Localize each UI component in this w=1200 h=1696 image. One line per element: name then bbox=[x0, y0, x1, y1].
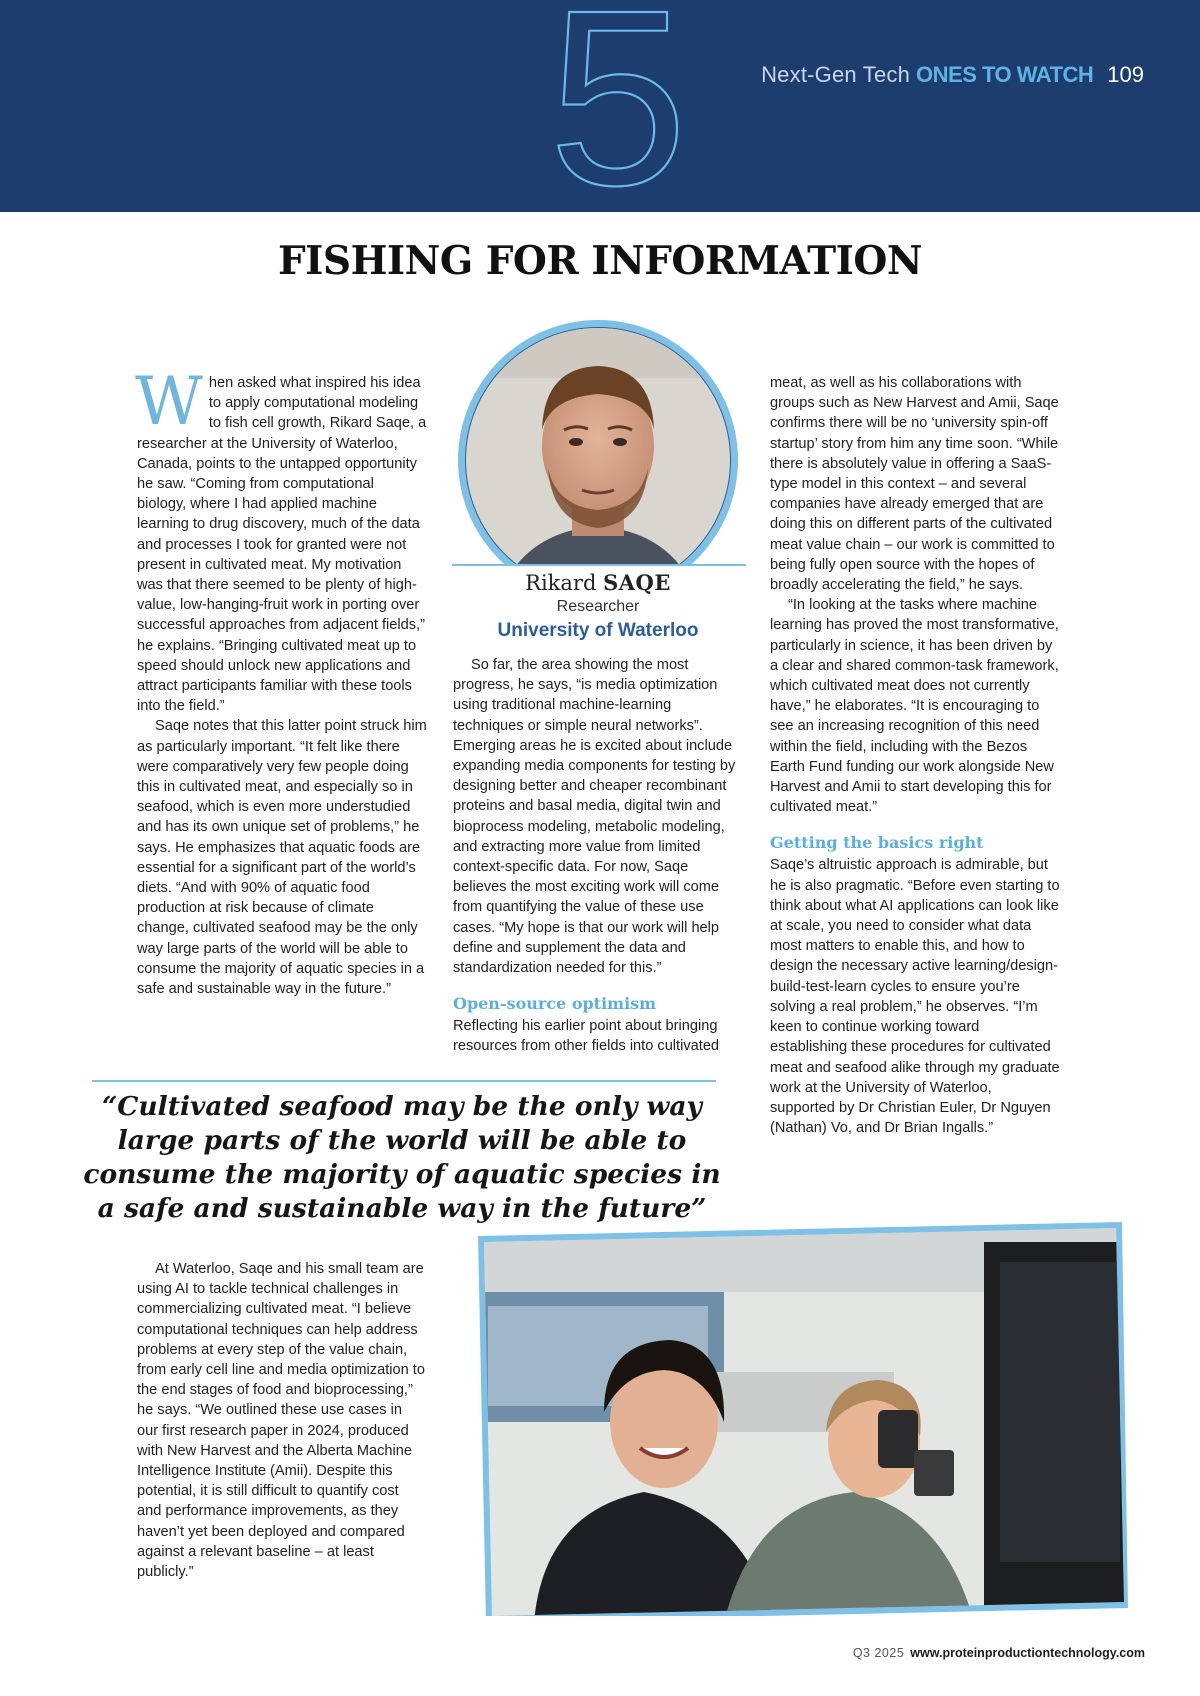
paragraph: Saqe notes that this latter point struck him as particularly important. “It felt like there were comparatively very few people doing this in cultivated meat, and especially so in seafood, which is even more understudied and has its own unique set of problems,” he says. He emphasizes that aquatic foods are essential for a significant part of the world’s diets. “And with 90% of aquatic food production at risk because of climate change, cultivated seafood may be the only way large parts of the world will be able to consume the majority of aquatic species in a safe and sustainable way in the future.” bbox=[137, 718, 427, 998]
paragraph: Saqe’s altruistic approach is admirable, but he is also pragmatic. “Before even starting to think about what AI applications can look like at scale, you need to consider what data most matters to enable this, and how to design the necessary active learning/design-build-test-learn cycles to ensure you’re solving a real problem,” he observes. “I’m keen to continue working toward establishing these procedures for cultivated meat and seafood alike through my graduate work at the University of Waterloo, supported by Dr Christian Euler, Dr Nguyen (Nathan) Vo, and Dr Brian Ingalls.” bbox=[770, 857, 1060, 1137]
column-1 bbox=[135, 363, 427, 999]
paragraph: At Waterloo, Saqe and his small team are using AI to tackle technical challenges in commercializing cultivated meat. “I believe computational techniques can help address problems at every step of the value chain, from early cell line and media optimization to the end stages of food and bioprocessing,” he says. “We outlined these use cases in our first research paper in 2024, produced with New Harvest and the Alberta Machine Intelligence Institute (Amii). Despite this potential, it is still difficult to quantify cost and performance improvements, as they haven’t yet been deployed and compared against a relevant baseline – at least publicly.” bbox=[137, 1261, 425, 1581]
person-first-name: Rikard bbox=[525, 571, 597, 595]
issue-label: Q3 2025 bbox=[852, 1646, 905, 1660]
article-title: FISHING FOR INFORMATION bbox=[277, 238, 923, 284]
lead-paragraph bbox=[135, 363, 427, 716]
person-name bbox=[452, 570, 744, 595]
running-head bbox=[761, 62, 1144, 92]
person-last-name: SAQE bbox=[603, 570, 671, 595]
portrait-photo bbox=[452, 318, 744, 566]
section-subtitle: ONES TO WATCH bbox=[916, 62, 1094, 87]
page-number: 109 bbox=[1107, 62, 1144, 87]
drop-cap: W bbox=[135, 363, 203, 440]
column-3 bbox=[770, 373, 1060, 1138]
pull-quote-rule bbox=[92, 1080, 716, 1082]
footer bbox=[853, 1646, 1145, 1660]
subheading: Getting the basics right bbox=[770, 833, 984, 853]
column-2 bbox=[453, 655, 741, 1057]
person-role: Researcher bbox=[556, 598, 640, 615]
subheading: Open-source optimism bbox=[453, 994, 657, 1014]
feature-number: 5 bbox=[548, 0, 688, 237]
paragraph: Reflecting his earlier point about bringing resources from other fields into cultivated bbox=[453, 1018, 720, 1055]
section-title: Next-Gen Tech bbox=[761, 62, 911, 87]
lead-text: hen asked what inspired his idea to apply computational modeling to fish cell growth, Rikard Saqe, a researcher at the University of Waterloo, Canada, points to the untapped opportunity he saw. “Coming from computational biology, where I had applied machine learning to drug discovery, much of the data and processes I took for granted were not present in cultivated meat. My motivation was that there seemed to be plenty of high-value, low-hanging-fruit work in porting over successful approaches from adjacent fields,” he explains. “Bringing cultivated meat up to speed should unlock new applications and attract participants familiar with these tools into the field.” bbox=[137, 375, 427, 715]
website-link[interactable]: www.proteinproductiontechnology.com bbox=[910, 1646, 1145, 1660]
paragraph: meat, as well as his collaborations with groups such as New Harvest and Amii, Saqe confirms there will be no ‘university spin-off startup’ story from him any time soon. “While there is absolutely value in offering a SaaS-type model in this context – and several companies have already emerged that are doing this on different parts of the cultivated meat value chain – our work is committed to being fully open source with the hopes of broadly accelerating the field,” he says. bbox=[770, 375, 1059, 594]
feature-number-graphic bbox=[538, 0, 698, 242]
person-organization: University of Waterloo bbox=[497, 620, 699, 641]
paragraph: “In looking at the tasks where machine learning has proved the most transformative, particularly in science, it has been driven by a clear and shared common-task framework, which cultivated meat does not currently have,” he elaborates. “It is encouraging to see an increasing recognition of this need within the field, including with the Bezos Earth Fund funding our work alongside New Harvest and Amii to start developing this for cultivated meat.” bbox=[770, 597, 1059, 816]
pull-quote: “Cultivated seafood may be the only way large parts of the world will be able to consume the majority of aquatic species in a safe and sustainable way in the future” bbox=[83, 1091, 721, 1224]
paragraph: So far, the area showing the most progress, he says, “is media optimization using traditional machine-learning techniques or simple neural networks”. Emerging areas he is excited about include expanding media components for testing by designing better and cheaper recombinant proteins and basal media, digital twin and bioprocess modeling, metabolic modeling, and extracting more value from limited context-specific data. For now, Saqe believes the most exciting work will come from quantifying the value of these use cases. “My hope is that our work will help define and supplement the data and standardization needed for this.” bbox=[453, 657, 736, 977]
lab-photo bbox=[474, 1222, 1128, 1616]
portrait-divider bbox=[452, 564, 746, 566]
column-1-continued bbox=[137, 1259, 427, 1582]
